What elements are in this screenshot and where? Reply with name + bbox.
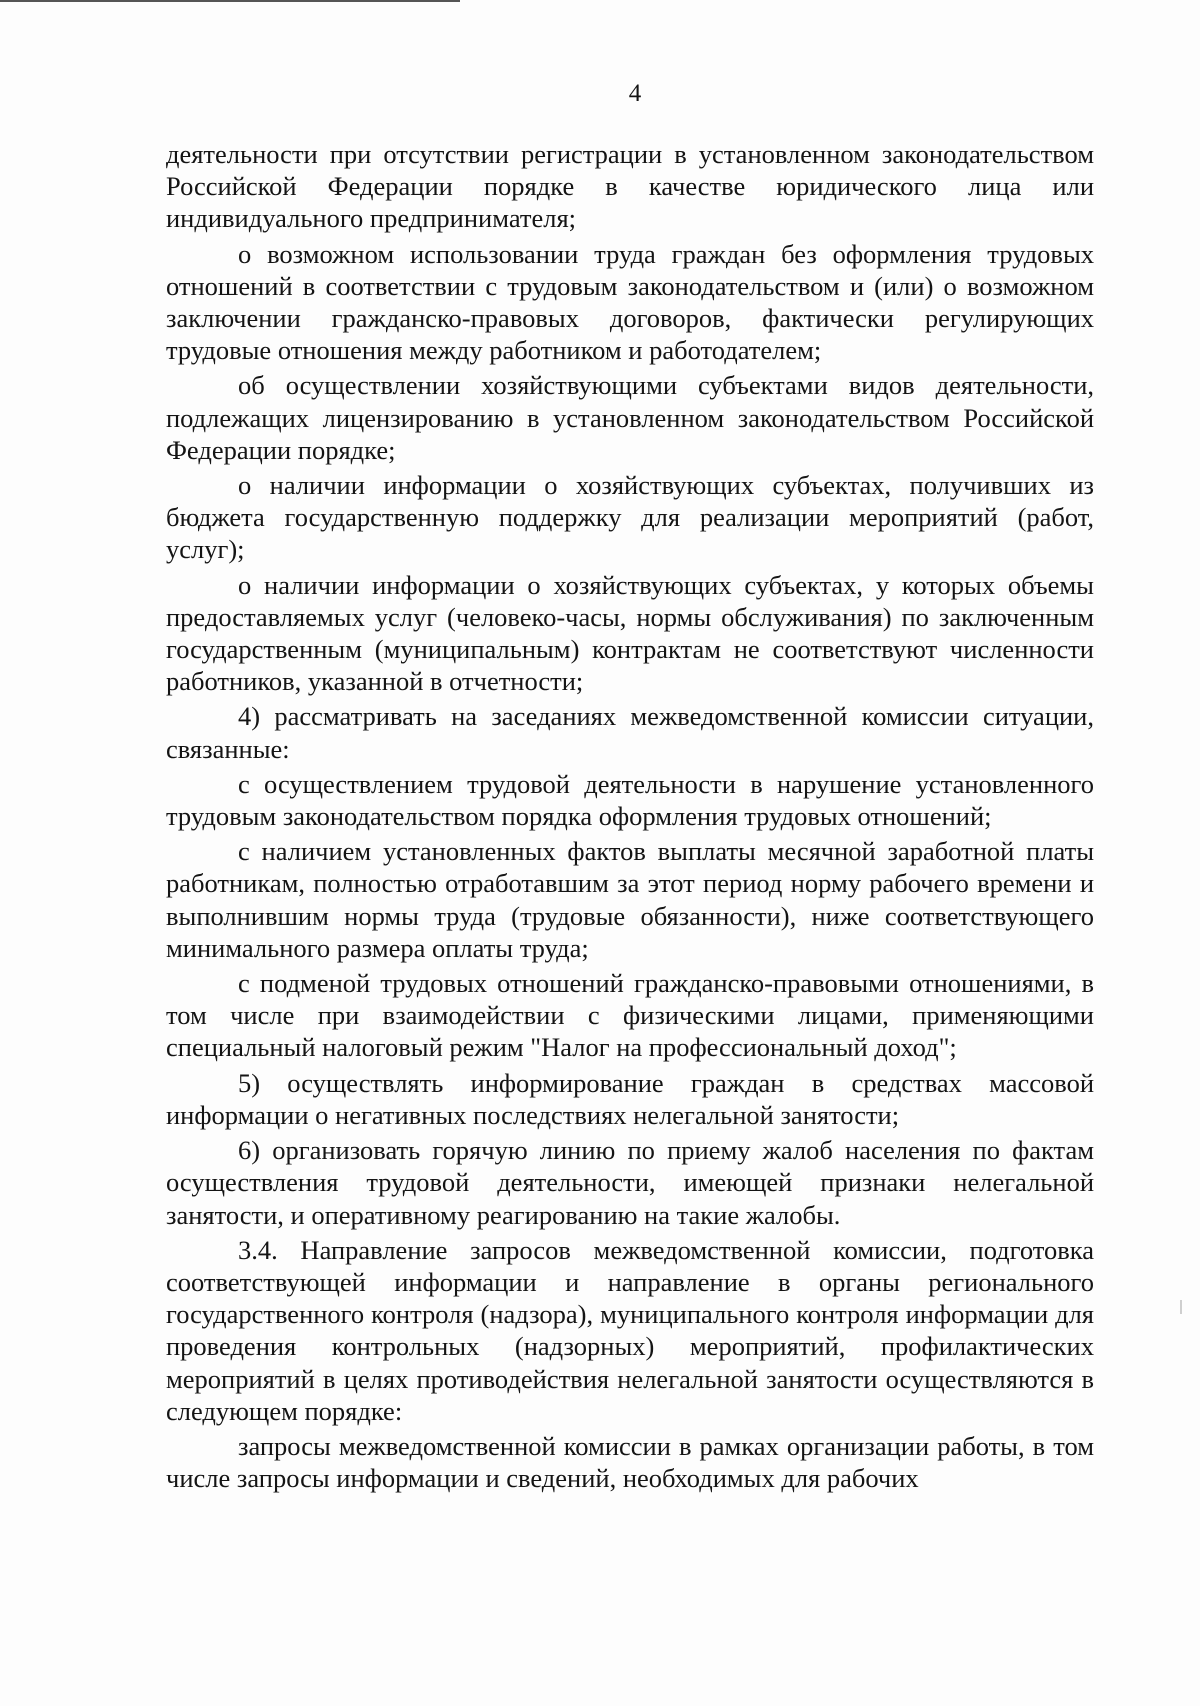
paragraph: с наличием установленных фактов выплаты месячной заработной платы работникам, полностью отработавшим за этот период норму рабочего времени и выполнившим нормы труда (трудовые обязанности), ниже соответствующего минимального размера оплаты труда; (166, 836, 1094, 963)
paragraph: о возможном использовании труда граждан без оформления трудовых отношений в соответствии с трудовым законодательством и (или) о возможном заключении гражданско-правовых договоров, фактически регулирующих трудовые отношения между работником и работодателем; (166, 238, 1094, 366)
paragraph: 3.4. Направление запросов межведомственной комиссии, подготовка соответствующей информации и направление в органы регионального государственного контроля (надзора), муниципального контроля информации для проведения контрольных (надзорных) мероприятий, профилактических мероприятий в целях противодействия нелегальной занятости осуществляются в следующем порядке: (166, 1234, 1094, 1426)
paragraph: 5) осуществлять информирование граждан в средствах массовой информации о негативных последствиях нелегальной занятости; (166, 1067, 1094, 1130)
page-number: 4 (628, 80, 642, 107)
paragraph: запросы межведомственной комиссии в рамках организации работы, в том числе запросы информации и сведений, необходимых для рабочих (166, 1430, 1094, 1494)
top-edge-line (0, 0, 460, 2)
paragraph: 4) рассматривать на заседаниях межведомственной комиссии ситуации, связанные: (166, 701, 1094, 764)
paragraph: деятельности при отсутствии регистрации в установленном законодательством Российской Федерации порядке в качестве юридического лица или индивидуального предпринимателя; (166, 139, 1094, 234)
document-body (166, 138, 1094, 1494)
scan-edge-mark (1180, 1300, 1182, 1314)
paragraph: 6) организовать горячую линию по приему жалоб населения по фактам осуществления трудовой деятельности, имеющей признаки нелегальной занятости, и оперативному реагированию на такие жалобы. (166, 1135, 1094, 1230)
paragraph: о наличии информации о хозяйствующих субъектах, получивших из бюджета государственную поддержку для реализации мероприятий (работ, услуг); (166, 470, 1094, 565)
paragraph: с осуществлением трудовой деятельности в нарушение установленного трудовым законодательством порядка оформления трудовых отношений; (166, 768, 1094, 832)
paragraph: об осуществлении хозяйствующими субъектами видов деятельности, подлежащих лицензированию в установленном законодательством Российской Федерации порядке; (166, 370, 1094, 465)
paragraph: о наличии информации о хозяйствующих субъектах, у которых объемы предоставляемых услуг (человеко-часы, нормы обслуживания) по заключенным государственным (муниципальным) контрактам не соответствуют численности работников, указанной в отчетности; (166, 569, 1094, 697)
paragraph: с подменой трудовых отношений гражданско-правовыми отношениями, в том числе при взаимодействии с физическими лицами, применяющими специальный налоговый режим "Налог на профессиональный доход"; (166, 968, 1094, 1063)
